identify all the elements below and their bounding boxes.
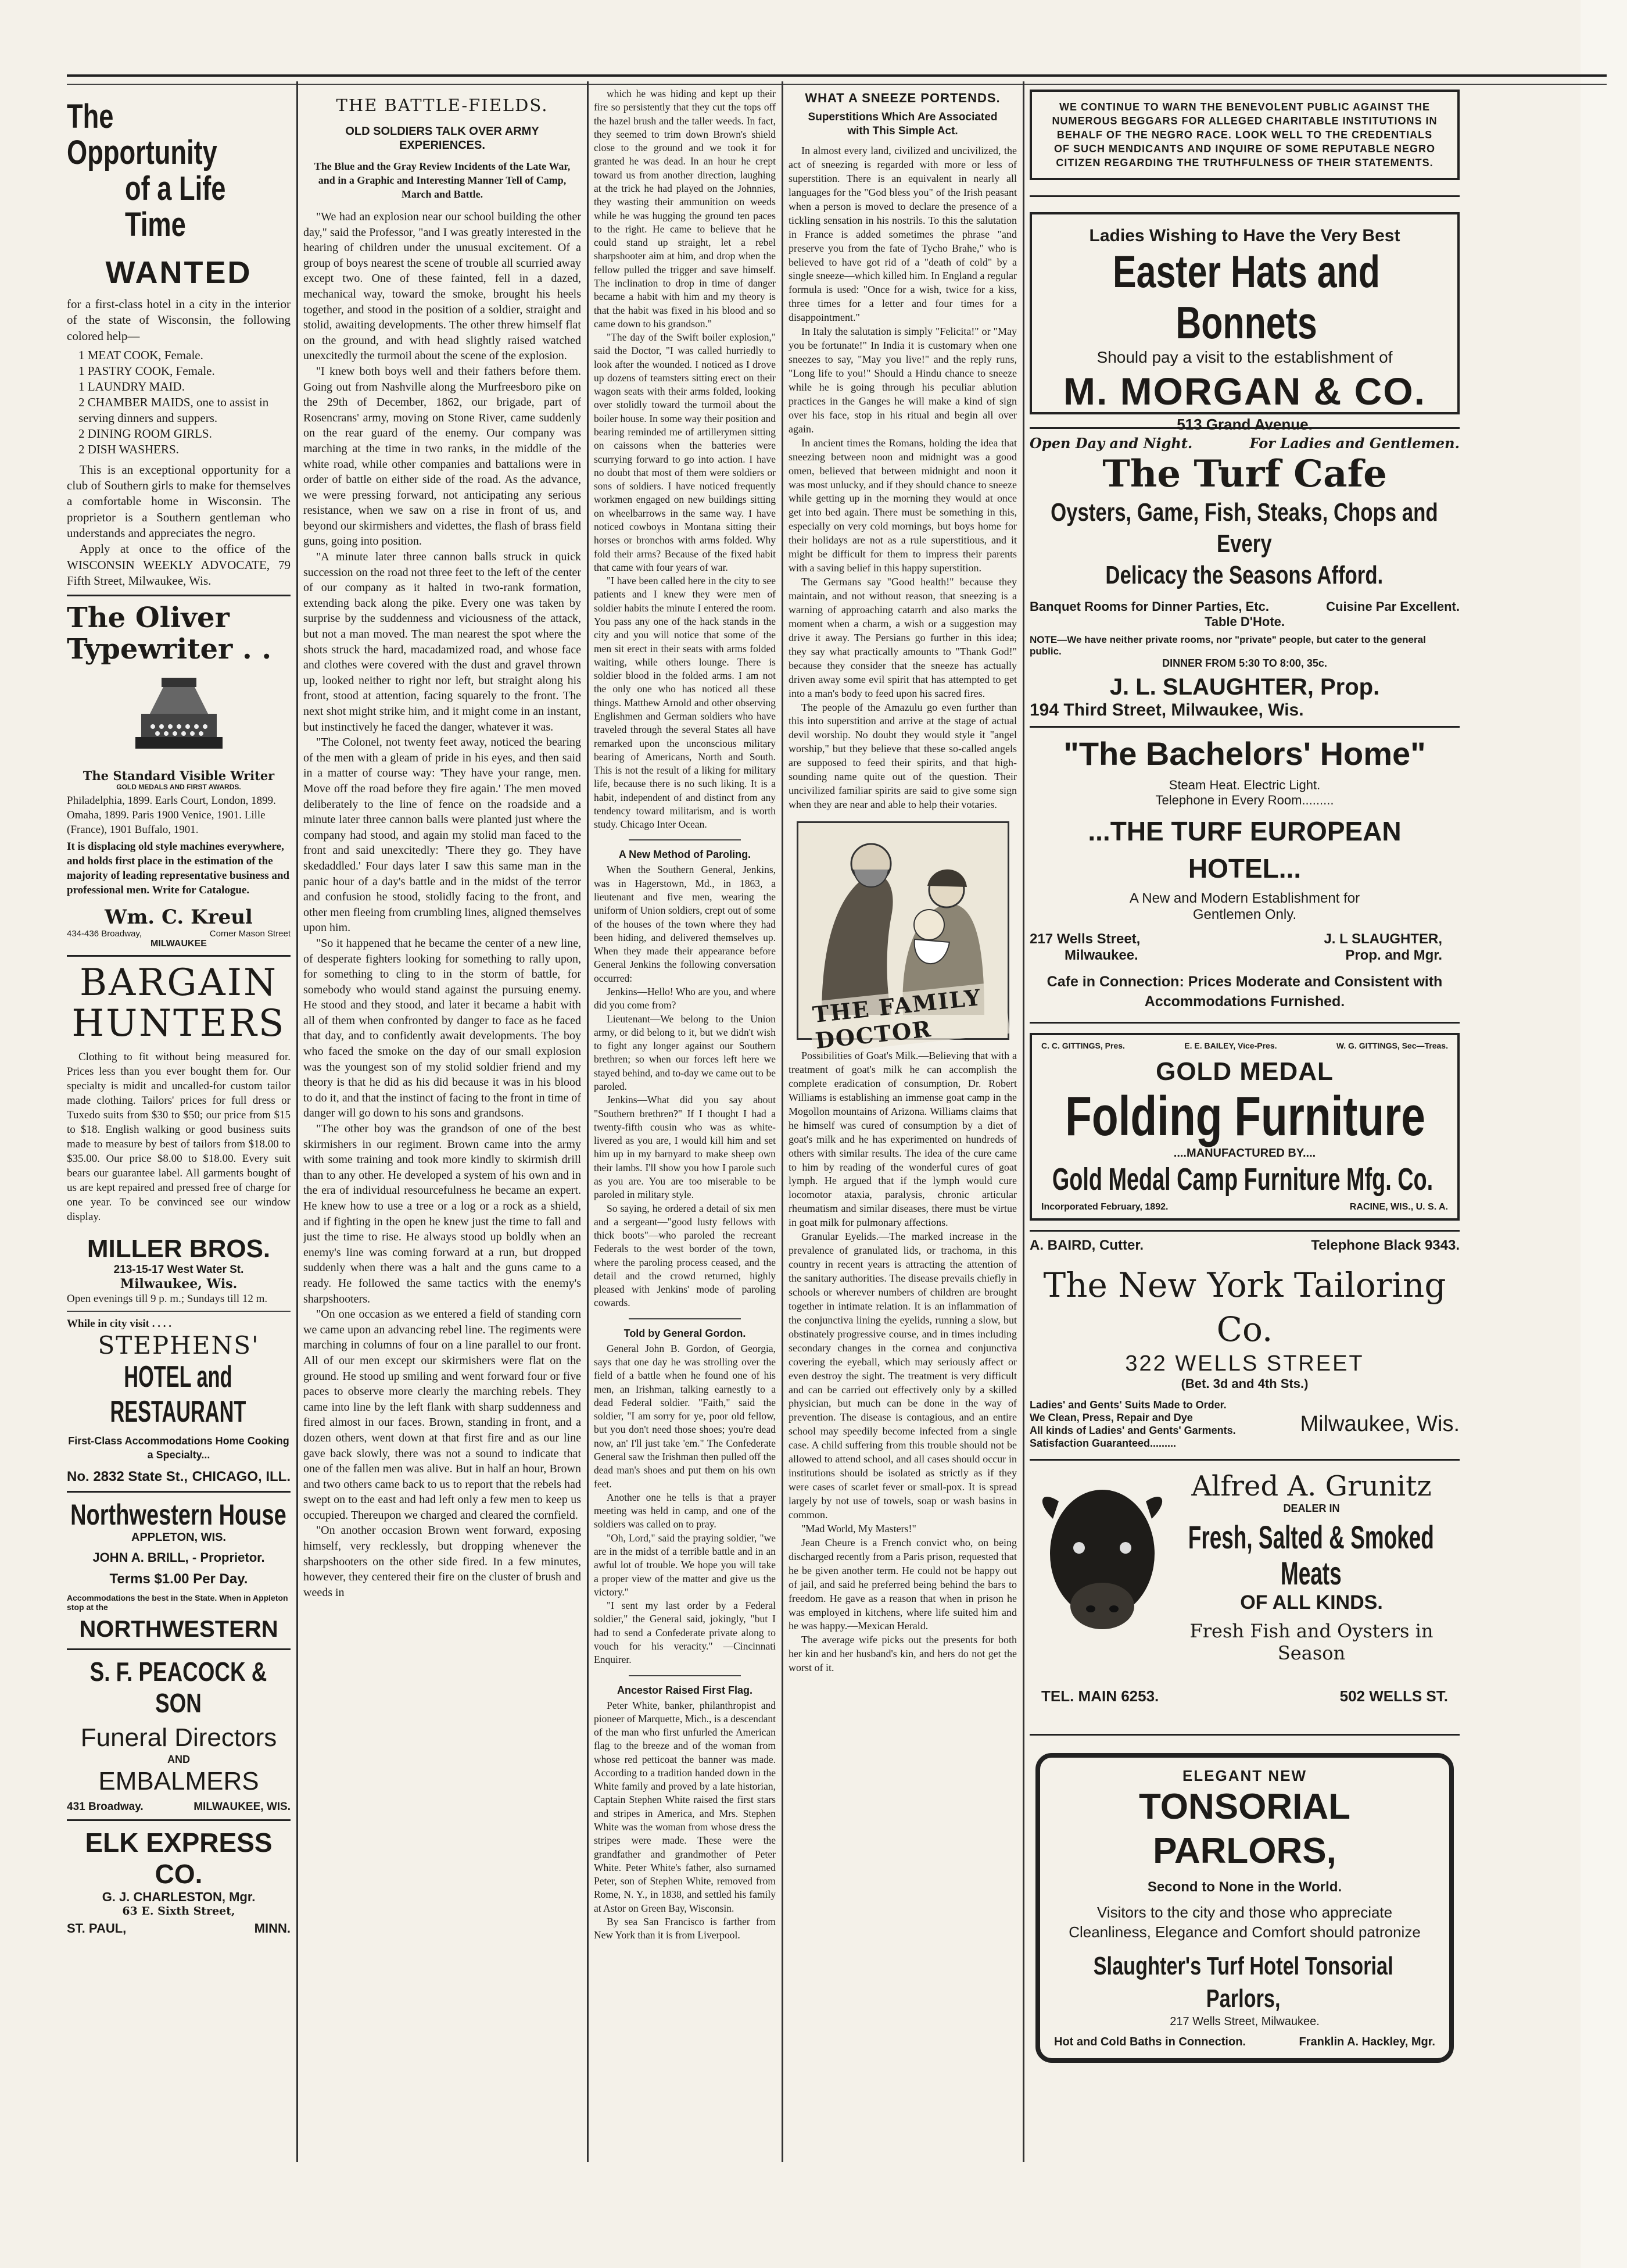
bachelors-proprietor <box>1324 931 1442 964</box>
divider <box>1030 1734 1460 1736</box>
bachelors-sub-2: Gentlemen Only. <box>1192 907 1297 922</box>
tailoring-services-row <box>1030 1398 1460 1450</box>
column-2 <box>303 87 581 2156</box>
kreul-name: Wm. C. Kreul <box>105 906 253 929</box>
parole-article <box>594 863 776 1310</box>
column-1 <box>67 87 291 2156</box>
tailoring-services <box>1030 1398 1236 1450</box>
job-item: 2 DINING ROOM GIRLS. <box>78 426 212 441</box>
article-paragraph: Jean Cheure is a French convict who, on being discharged recently from a Paris prison, requested that he be given another term. He could not be happy out of jail, and said he preferred being behind the bars to freedom. He gave as a reason that when in prison he was employed in kitchens, where life suited him and he was happy.—Mexican Herald. <box>789 1536 1017 1632</box>
tonsorial-name: TONSORIAL PARLORS, <box>1139 1787 1350 1871</box>
elk-city-right: MINN. <box>254 1921 291 1936</box>
article-paragraph: "So it happened that he became the center of a new line, of desperate fighters looking for something to rally upon, for something to cling to in the storm of battle, for somebody who would stand against the pursuing enemy. He stood and they stood, and later it became a habit with all of them when confronted by danger to face as he faced that day, and to confidently await developments. The boy who faced the smoke on the day of our small explosion was the youngest son of my stolid soldier friend and my theory is that he did as his did because it was in his blood to do it, and that the instinct of facing to the front in time of danger will go down to his sons and grandsons. <box>303 936 581 1120</box>
new-york-tailoring-ad <box>1030 1237 1460 1450</box>
oliver-medals: GOLD MEDALS AND FIRST AWARDS. <box>116 783 241 792</box>
elk-name: ELK EXPRESS CO. <box>85 1827 273 1890</box>
grunitz-telephone: TEL. MAIN 6253. <box>1041 1687 1159 1705</box>
gold-medal-company: Gold Medal Camp Furniture Mfg. Co. <box>1052 1162 1434 1197</box>
grunitz-line-3: Fresh Fish and Oysters in Season <box>1189 1620 1434 1664</box>
divider <box>1030 1459 1460 1461</box>
wanted-intro: for a first-class hotel in a city in the interior of the state of Wisconsin, the following colored help— <box>67 297 291 343</box>
tonsorial-baths: Hot and Cold Baths in Connection. <box>1054 2036 1246 2048</box>
gold-medal-president: C. C. GITTINGS, Pres. <box>1041 1041 1125 1050</box>
warning-notice <box>1030 90 1460 180</box>
article-subdeck: The Blue and the Gray Review Incidents of the Late War, and in a Graphic and Interesting Manner Tell of Camp, March and Battle. <box>314 160 571 200</box>
gordon-article <box>594 1342 776 1667</box>
gold-medal-vice: E. E. BAILEY, Vice-Pres. <box>1184 1041 1277 1050</box>
turf-address: 194 Third Street, Milwaukee, Wis. <box>1030 700 1304 720</box>
article-paragraph: "I knew both boys well and their fathers before them. Going out from Nashville along the Murfreesboro pike on the 29th of December, 1862, our brigade, part of Rosencrans' army, moving on Stone River, came suddenly on the rear guard of the enemy. Our company was marching at the time in two ranks, in the middle of the white road, while other companies and battalions were in order of battle on either side of the road. As the advance, we were pressing forward, not anticipating any serious resistance, when we saw on a rise in front of us, and beyond our skirmishers and videttes, the flash of brass field guns, going into position. <box>303 364 581 548</box>
article-paragraph: When the Southern General, Jenkins, was in Hagerstown, Md., in 1863, a lieutenant and five men, wearing the uniform of Union soldiers, crept out of some of the houses of the town where they had been hiding, and delivered themselves up. When they made their appearance before General Jenkins the following conversation occurred: <box>594 864 776 984</box>
article-paragraph: Jenkins—What did you say about "Southern brethren?" If I thought I had a twenty-fifth cousin who was as white-livered as you are, I would kill him and set him up in my barnyard to make sheep own their lambs. I'll show you how I parole such as you are. You are too miserable to be paroled in military style. <box>594 1094 776 1201</box>
turf-table: Table D'Hote. <box>1204 614 1285 629</box>
elk-city-left: ST. PAUL, <box>67 1921 127 1936</box>
bargain-heading-2: HUNTERS <box>71 1002 286 1046</box>
grunitz-line-2: OF ALL KINDS. <box>1240 1591 1383 1614</box>
northwestern-terms: Terms $1.00 Per Day. <box>109 1571 248 1587</box>
northwestern-big: NORTHWESTERN <box>79 1616 278 1643</box>
stephens-lead: While in city visit . . . . <box>67 1318 171 1330</box>
doctor-caption: THE FAMILY DOCTOR <box>808 981 1010 1054</box>
grunitz-line-1: Fresh, Salted & Smoked Meats <box>1188 1519 1434 1591</box>
warning-text: WE CONTINUE TO WARN THE BENEVOLENT PUBLIC AGAINST THE NUMEROUS BEGGARS FOR ALLEGED CHARITABLE INSTITUTIONS IN BEHALF OF THE NEGRO RACE. LOOK WELL TO THE CREDENTIALS OF SUCH MENDICANTS AND INQUIRE OF SOME REPUTABLE NEGRO CITIZEN REGARDING THE TRUTHFULNESS OF THEIR STATEMENTS. <box>1052 101 1438 169</box>
turf-top <box>1030 435 1460 452</box>
bachelors-line-2: Telephone in Every Room......... <box>1155 793 1334 807</box>
kreul-address <box>67 929 291 939</box>
peacock-address <box>67 1801 291 1813</box>
wanted-ad <box>67 99 291 589</box>
divider <box>67 595 291 596</box>
gold-medal-manufactured: ....MANUFACTURED BY.... <box>1173 1147 1316 1160</box>
peacock-street: 431 Broadway. <box>67 1801 144 1813</box>
turf-cafe-ad <box>1030 435 1460 720</box>
article-paragraph: Granular Eyelids.—The marked increase in the prevalence of granulated lids, or trachoma, in this country in recent years is attracting the attention of the sanitary authorities. The disease prevails chiefly in schools or wherever numbers of children are brought together in intimate relation. It is an inflammation of the conjunctiva lining the eyelids, running a slow, but obstinately progressive course, and in times including secondary changes in the cornea and conjunctiva covering the eyeball, which may seriously affect or even destroy the sight. The treatment is very difficult and can be carried out effectively only by a skilled physician, but much can be done in the way of prevention. The disease is contagious, and an entire school may speedily become infected from a single case. A child suffering from this trouble should not be allowed to attend school, and all cases should occur in institutions should be isolated as strictly as if they were cases of scarlet fever or small-pox. It is spread largely by not use of towels, soap or wash basins in common. <box>789 1230 1017 1521</box>
peacock-line-1: Funeral Directors <box>80 1723 277 1752</box>
tonsorial-elegant: ELEGANT NEW <box>1182 1767 1307 1784</box>
elk-city <box>67 1921 291 1936</box>
turf-name: The Turf Cafe <box>1102 452 1387 496</box>
stephens-sub: First-Class Accommodations Home Cooking a Specialty... <box>68 1435 289 1461</box>
oliver-tagline: The Standard Visible Writer <box>83 768 275 784</box>
article-paragraph: The people of the Amazulu go even further than this into superstition and arrive at the stage of actual devil worship. No doubt they would style it "angel worship," but they believe that these so-called angels are supposed to feed their spirits, and that high-sounding name quite out of the question. Their uncivilized familiar spirits are said to give some sign when they are near and able to help their votaries. <box>789 701 1017 811</box>
morgan-line-1: Ladies Wishing to Have the Very Best <box>1089 226 1400 245</box>
stephens-name: STEPHENS' <box>98 1331 260 1360</box>
article-paragraph: By sea San Francisco is farther from New York than it is from Liverpool. <box>594 1916 776 1941</box>
elk-address: 63 E. Sixth Street, <box>122 1905 235 1918</box>
sneeze-article <box>789 144 1017 812</box>
tonsorial-manager: Franklin A. Hackley, Mgr. <box>1299 2036 1435 2048</box>
bachelors-address-row <box>1030 931 1460 964</box>
tailoring-telephone: Telephone Black 9343. <box>1311 1237 1460 1253</box>
article-paragraph: Another one he tells is that a prayer meeting was held in camp, and one of the soldiers was called on to pray. <box>594 1491 776 1530</box>
flag-article <box>594 1699 776 1943</box>
article-paragraph: In Italy the salutation is simply "Felicita!" or "May you be fortunate!" In India it is customary when one sneezes to say, "May you live!" and the reply runs, "Long life to you!" Should a Hindu chance to sneeze while he is going through his peculiar ablution practices in the Ganges he will make a kind of sign over his face, stop in his ritual and begin all over again. <box>789 325 1017 435</box>
bachelors-prop-name: J. L SLAUGHTER, <box>1324 931 1442 947</box>
turf-note: NOTE—We have neither private rooms, nor "private" people, but cater to the general public. <box>1030 634 1426 657</box>
article-paragraph: "The other boy was the grandson of one of the best skirmishers in our regiment. Brown came into the army with some training and took more kindly to skirmish drill than to any other. He developed a system of his own and in the era of individual resourcefulness he became an expert. He knew how to use a tree or a log or a rock as a shield, and if fighting in the open he knew just the time to fall and just the time to rise. He always stood up boldly when an enemy's line was coming forward at a run, but dropped suddenly when there was a halt and the guns came to a ready. He followed the same tactics with the enemy's sharpshooters. <box>303 1122 581 1305</box>
oliver-body: It is displacing old style machines everywhere, and holds first place in the estimation of the majority of leading representative business and professional men. Write for Catalogue. <box>67 840 289 897</box>
turf-dinner: DINNER FROM 5:30 TO 8:00, 35c. <box>1162 657 1327 669</box>
article-paragraph: "A minute later three cannon balls struck in quick succession on the road not three feet to the left of the center of our company as it halted in two-rank formation, extending back along the pike. Every one was taken by surprise by the suddenness and viciousness of the attack, but not a man moved. The man nearest the spot where the shots struck the hard, macadamized road, and whose face and clothes were covered with the dust and gravel thrown up, looked neither to right nor left, but straight along his front, stood at attention, facing squarely to the front. The next shot might strike him, and it might come in an instant, but instinctively he faced the danger, whatever it was. <box>303 550 581 734</box>
bargain-heading-1: BARGAIN <box>79 961 278 1005</box>
turf-audience: For Ladies and Gentlemen. <box>1249 435 1460 452</box>
article-paragraph: General John B. Gordon, of Georgia, says that one day he was strolling over the field of a battle when he found one of his men, an Irishman, talking earnestly to a dead Federal soldier. "Faith," said the soldier, "I am sorry for ye, poor old fellow, but you don't need those shoes; you're dead now, an' I'll just take 'em." The Confederate General saw the Irishman then pulled off the dead man's shoes and put them on his own feet. <box>594 1342 776 1490</box>
column-3 <box>594 87 776 2156</box>
goat-article <box>789 1049 1017 1675</box>
divider <box>1030 726 1460 728</box>
divider <box>1030 195 1460 197</box>
oliver-cities: Philadelphia, 1899. Earls Court, London, 1899. Omaha, 1899. Paris 1900 Venice, 1901. Lille (France), 1901 Buffalo, 1901. <box>67 795 276 836</box>
tonsorial-address: 217 Wells Street, Milwaukee. <box>1170 2015 1320 2028</box>
article-paragraph: "The Colonel, not twenty feet away, noticed the bearing of the men with a gleam of pride in his eyes, and then said in a matter of course way: 'They have your range, men. Move off the road before they fire again.' The men moved deliberately to the line of fence on the roadside and a minute later three cannon balls were planted just where the company had stood, and again my stolid man faced to the front and said unexcitedly: 'There they go. They have skedaddled.' Four days later I saw this same man in the panic hour of a day's battle and in the midst of the terror and confusion he stood, stolidly facing to the front, and other men fleeing from crumbling lines, aligned themselves upon him. <box>303 736 581 935</box>
northwestern-proprietor: JOHN A. BRILL, - Proprietor. <box>92 1550 265 1565</box>
article-title: THE BATTLE-FIELDS. <box>336 95 549 115</box>
sneeze-title: WHAT A SNEEZE PORTENDS. <box>805 91 1001 105</box>
opportunity-headline-1: The Opportunity <box>67 98 217 171</box>
column-divider <box>587 81 589 2162</box>
bachelors-city: Milwaukee. <box>1065 947 1138 963</box>
bachelors-address <box>1030 931 1140 964</box>
top-rule <box>67 74 1607 77</box>
article-body <box>303 209 581 1600</box>
oliver-ad <box>67 602 291 949</box>
tailoring-service-3: All kinds of Ladies' and Gents' Garments. <box>1030 1425 1236 1436</box>
divider <box>67 1311 291 1312</box>
article-paragraph: In almost every land, civilized and uncivilized, the act of sneezing is regarded with more or less of superstition. There is an equivalent in nearly all languages for the "God bless you" of the Irish peasant when a person is moved to declare the presence of a tickling sensation in his nostrils. To this the salutation in France is added sometimes the phrase "and preserve you from the fate of Tycho Brahe," who is believed to have got rid of a "death of cold" by a single sneeze—which killed him. In England a regular formula is used: "Once for a wish, twice for a kiss, three times for a letter and four times for a disappointment." <box>789 145 1017 324</box>
divider <box>67 955 291 957</box>
gold-medal-line-1: GOLD MEDAL <box>1156 1057 1334 1086</box>
tailoring-service-2: We Clean, Press, Repair and Dye <box>1030 1412 1193 1423</box>
article-paragraph: Lieutenant—We belong to the Union army, or did belong to it, but we didn't wish to fight any longer against our Southern brethren; so when our forces left here we stayed behind, and to-day we came out to be paroled. <box>594 1013 776 1092</box>
article-paragraph: "Mad World, My Masters!" <box>801 1522 916 1534</box>
article-paragraph: "We had an explosion near our school building the other day," said the Professor, "and I was greatly interested in the hearing of children under the unusual excitement. Of a group of boys nearest the scene of trouble all scurried away except two. One of these fainted, fell in a dazed, mechanical way, toward the smoke, brought his heels together, and stood in the position of a soldier, straight and stolid, awaiting developments. The other threw himself flat on the ground, and with head slightly raised watched unexcitedly the turmoil about the scene of the explosion. <box>303 210 581 363</box>
stephens-street: No. 2832 State St., <box>67 1469 188 1485</box>
oliver-title: The Oliver <box>67 602 230 635</box>
article-paragraph: "The day of the Swift boiler explosion," said the Doctor, "I was called hurriedly to look after the wounded. I noticed as I drove up dozens of teamsters sitting erect on their wagon seats with their arms folded, looking over stolidly toward the turmoil about the boiler house. In some way their position and bearing reminded me of artillerymen sitting on caissons when the batteries were scurrying forward to go into action. I have no doubt that most of them were soldiers or sons of soldiers. I have noticed frequently workmen engaged on new buildings sitting on wheelbarrows in the same way. I have noticed cowboys in Montana sitting their horses or bronchos with arms folded. Why fold their arms? Because of the fixed habit that came with four years of war. <box>594 331 776 573</box>
family-doctor-illustration <box>797 821 1009 1054</box>
gold-medal-incorporated: Incorporated February, 1892. <box>1041 1202 1169 1212</box>
gold-medal-line-2: Folding Furniture <box>1065 1085 1425 1147</box>
article-paragraph: which he was hiding and kept up their fire so persistently that they cut the tops off the hazel brush and the taller weeds. In fact, they seemed to trim down Brown's shield close to the ground and we took it for granted he was dead. In an hour he crept toward us from another direction, laughing at the trick he had played on the Johnnies, they wasting their ammunition on weeds while he was hugging the ground ten paces to the right. He came to believe that he could stand up straight, let a rebel sharpshooter aim at him, and drop when the fellow pulled the trigger and save himself. The inclination to drop in time of danger became a habit with him and my theory is that the habit was fixed in his blood and so came down to his grandson." <box>594 88 776 330</box>
turf-line-2: Delicacy the Seasons Afford. <box>1105 561 1384 589</box>
tailoring-city: Milwaukee, Wis. <box>1300 1411 1460 1436</box>
bachelors-sub-1: A New and Modern Establishment for <box>1129 890 1360 906</box>
tonsorial-shop: Slaughter's Turf Hotel Tonsorial Parlors, <box>1093 1952 1393 2013</box>
sneeze-deck: Superstitions Which Are Associated with This Simple Act. <box>808 111 998 137</box>
stephens-ad <box>67 1317 291 1485</box>
morgan-ad <box>1030 212 1460 433</box>
gold-medal-officers <box>1041 1041 1448 1050</box>
article-paragraph: "On another occasion Brown went forward, exposing himself, very recklessly, but dropping whenever the sharpshooters on the other side fired. In a few minutes, however, they centered their fire on the cluster of brush and weeds in <box>303 1524 581 1599</box>
grunitz-text <box>1175 1470 1448 1664</box>
parole-heading: A New Method of Paroling. <box>618 849 751 861</box>
divider <box>629 1675 741 1676</box>
stephens-hotel: HOTEL and RESTAURANT <box>110 1360 246 1429</box>
turf-cuisine: Cuisine Par Excellent. <box>1326 599 1460 614</box>
miller-city: Milwaukee, Wis. <box>120 1276 238 1292</box>
divider <box>67 1819 291 1821</box>
article-paragraph: Possibilities of Goat's Milk.—Believing that with a treatment of goat's milk he can accomplish the complete eradication of consumption, Dr. Robert Williams is establishing an immense goat camp in the Mogollon mountains of Arizona. Williams claims that he himself was cured of consumption by a diet of goat's milk and he has experimented on hundreds of others with similar results. The idea of the cure came to him by reading of the wonderful cures of goat lymph. He argued that if the lymph would cure locomotor ataxia, paralysis, chronic articular rheumatism and similar diseases, there must be virtue in goat milk for pulmonary affections. <box>789 1050 1017 1229</box>
gold-medal-secretary: W. G. GITTINGS, Sec—Treas. <box>1336 1041 1448 1050</box>
morgan-name: M. MORGAN & CO. <box>1063 370 1426 413</box>
typewriter-icon <box>130 673 228 760</box>
miller-address: 213-15-17 West Water St. <box>113 1264 244 1276</box>
northwestern-ad <box>67 1498 291 1643</box>
tailoring-name: The New York Tailoring Co. <box>1043 1265 1446 1349</box>
elk-ad <box>67 1827 291 1936</box>
peacock-ad <box>67 1656 291 1813</box>
page-margin <box>1581 0 1627 2268</box>
tonsorial-second: Second to None in the World. <box>1147 1879 1342 1895</box>
wanted-body: This is an exceptional opportunity for a club of Southern girls to make for themselves a comfortable home in Wisconsin. The proprietor is a Southern gentleman who understands and appreciates the negro. <box>67 462 291 541</box>
article-paragraph: Jenkins—Hello! Who are you, and where did you come from? <box>594 986 776 1011</box>
grunitz-name: Alfred A. Grunitz <box>1191 1470 1432 1503</box>
turf-proprietor: J. L. SLAUGHTER, Prop. <box>1109 674 1380 700</box>
tonsorial-ad <box>1035 1753 1454 2063</box>
article-deck: OLD SOLDIERS TALK OVER ARMY EXPERIENCES. <box>345 125 539 152</box>
opportunity-headline-2: of a Life Time <box>125 170 226 244</box>
divider <box>1030 1230 1460 1232</box>
grunitz-address: 502 WELLS ST. <box>1339 1687 1448 1705</box>
column-divider <box>1023 81 1024 2162</box>
stephens-address <box>67 1469 291 1485</box>
job-item: 2 CHAMBER MAIDS, one to assist in serving dinners and suppers. <box>78 395 269 425</box>
kreul-street: 434-436 Broadway, <box>67 929 142 939</box>
article-paragraph: The average wife picks out the presents for both her kin and her husband's kin, and hers do not get the worst of it. <box>789 1634 1017 1674</box>
steer-head-icon <box>1035 1484 1169 1635</box>
oliver-subtitle: Typewriter . . <box>67 633 272 666</box>
column-divider <box>296 81 298 2162</box>
wanted-apply: Apply at once to the office of the WISCONSIN WEEKLY ADVOCATE, 79 Fifth Street, Milwaukee, Wis. <box>67 542 291 588</box>
article-paragraph: "On one occasion as we entered a field of standing corn we came upon an advancing rebel line. The regiments were marching in columns of four on a line parallel to our front. All of our men except our skirmishers were flat on the ground. He stood up smiling and went forward four or five paces to observe more clearly the marching rebels. They came into line by the left flank with sharp suddenness and fired almost in our faces. Brown, standing in front, and a dozen others, went down at that first fire and as our line gave back slowly, there was not a sound to indicate that one of the fallen men was alive. But in half an hour, Brown and two others came back to us to report that the rebels had swept on to the east and had left only a few men to keep us occupied. Thereupon we charged and cleared the cornfield. <box>303 1308 581 1522</box>
turf-banquet-row <box>1030 599 1460 614</box>
elk-manager: G. J. CHARLESTON, Mgr. <box>102 1890 256 1905</box>
column-5 <box>1030 87 1460 2156</box>
tailoring-service-1: Ladies' and Gents' Suits Made to Order. <box>1030 1399 1227 1411</box>
kreul-corner: Corner Mason Street <box>209 929 291 939</box>
article-paragraph: The Germans say "Good health!" because they maintain, and not without reason, that sneezing is a warning of approaching catarrh and also marks the moment when a charm, a wish or a suggestion may drive it away. The Persians go further in this idea; they say what practically amounts to "Thank God!" because they consider that the sneeze has actually driven away some evil spirit that has attempted to get into a man's body to feed upon his sacred fires. <box>789 576 1017 699</box>
divider <box>629 1318 741 1319</box>
article-paragraph: "I sent my last order by a Federal soldier," the General said, jokingly, "but I had to send a Confederate private along to vouch for his veracity." —Cincinnati Enquirer. <box>594 1600 776 1666</box>
gold-medal-city: RACINE, WIS., U. S. A. <box>1349 1202 1448 1212</box>
tonsorial-body: Visitors to the city and those who appreciate Cleanliness, Elegance and Comfort should patronize <box>1069 1904 1421 1941</box>
turf-banquet: Banquet Rooms for Dinner Parties, Etc. <box>1030 599 1269 614</box>
northwestern-name: Northwestern House <box>70 1498 286 1532</box>
gordon-heading: Told by General Gordon. <box>623 1327 746 1339</box>
turf-hours: Open Day and Night. <box>1030 435 1193 452</box>
job-item: 1 MEAT COOK, Female. <box>78 348 203 362</box>
spacer <box>303 201 581 209</box>
article-paragraph: "Oh, Lord," said the praying soldier, "we are in the midst of a terrible battle and in an awful lot of trouble. We hope you will take a proper view of the matter and give us the victory." <box>594 1532 776 1598</box>
article-paragraph: In ancient times the Romans, holding the idea that sneezing between noon and midnight was a good omen, believed that between midnight and noon it was most unlucky, and if they should chance to sneeze while getting up in the morning they would at once get into bed again. There must be something in this, especially on very cold mornings, but boys home for their holidays are not as a rule superstitious, and it might be difficult for them to impress their parents with a saving belief in this happy superstition. <box>789 437 1017 574</box>
column-4 <box>789 87 1017 2156</box>
miller-name: MILLER BROS. <box>87 1235 271 1264</box>
column-divider <box>782 81 783 2162</box>
gold-medal-ad <box>1030 1033 1460 1221</box>
tailoring-between: (Bet. 3d and 4th Sts.) <box>1181 1376 1309 1391</box>
morgan-address: 513 Grand Avenue. <box>1177 416 1313 433</box>
grunitz-dealer: DEALER IN <box>1283 1503 1340 1514</box>
morgan-line-3: Should pay a visit to the establishment of <box>1096 348 1393 366</box>
northwestern-city: APPLETON, WIS. <box>131 1531 226 1544</box>
tailoring-service-4: Satisfaction Guaranteed......... <box>1030 1437 1177 1449</box>
bargain-ad <box>67 963 291 1306</box>
bargain-body: Clothing to fit without being measured for. Prices less than you ever bought them for. Our specialty is midit and uncalled-for custom tailor made clothing. Tailors' prices for full dress or Tuxedo suits from $30 to $50; our price from $15 to $18. English walking or good business suits made to measure by best of tailors from $18.00 to $35.00. Our price $8.00 to $18.00. Every suit bears our guarantee label. All garments bought of us are kept repaired and pressed free of charge for one year. To be convinced see our window display. <box>67 1051 291 1224</box>
northwestern-note: Accommodations the best in the State. When in Appleton stop at the <box>67 1593 288 1612</box>
miller-hours: Open evenings till 9 p. m.; Sundays till 12 m. <box>67 1293 268 1305</box>
bachelors-prop-title: Prop. and Mgr. <box>1345 947 1442 963</box>
turf-european-hotel: ...THE TURF EUROPEAN HOTEL... <box>1088 816 1402 883</box>
bachelors-title: "The Bachelors' Home" <box>1063 735 1426 772</box>
bachelors-home-ad <box>1030 734 1460 1011</box>
divider <box>67 1648 291 1650</box>
grunitz-ad <box>1030 1466 1460 1728</box>
tailoring-cutter: A. BAIRD, Cutter. <box>1030 1237 1144 1253</box>
stephens-city: CHICAGO, ILL. <box>192 1469 291 1485</box>
article-paragraph: "I have been called here in the city to see patients and I knew they were men of soldier habits the minute I entered the room. You pass any one of the hack stands in the city and you will notice that some of the men sit erect in their seats with arms folded waiting, while others lounge. There is soldier blood in the folded arms. I am not the only one who has noticed all these things. Matthew Arnold and other observing Englishmen and German soldiers who have traveled through the several States all have remarked upon the unconscious military bearing of Americans, North and South. This is not the result of a liking for military life, because there is no such liking. It is a habit, independent of and distinct from any tendency toward militarism, and is worth study. Chicago Inter Ocean. <box>594 575 776 831</box>
bachelors-cafe: Cafe in Connection: Prices Moderate and Consistent with Accommodations Furnished. <box>1047 974 1443 1010</box>
article-continuation <box>594 87 776 831</box>
kreul-city: MILWAUKEE <box>150 939 207 949</box>
peacock-city: MILWAUKEE, WIS. <box>193 1801 291 1813</box>
article-paragraph: So saying, he ordered a detail of six men and a sergeant—"good lusty fellows with thick boots"—who paroled the recreant Federals to the west border of the town, where the paroling process ceased, and the detail and the crowd returned, highly pleased with Jenkins' mode of paroling cowards. <box>594 1202 776 1309</box>
turf-line-1: Oysters, Game, Fish, Steaks, Chops and Every <box>1051 498 1438 558</box>
peacock-and: AND <box>167 1754 190 1766</box>
flag-heading: Ancestor Raised First Flag. <box>617 1684 753 1696</box>
job-item: 2 DISH WASHERS. <box>78 442 179 456</box>
job-list <box>67 348 291 457</box>
wanted-heading: WANTED <box>105 255 252 290</box>
bachelors-line-1: Steam Heat. Electric Light. <box>1169 778 1321 792</box>
peacock-name: S. F. PEACOCK & SON <box>89 1657 267 1719</box>
peacock-line-2: EMBALMERS <box>98 1767 259 1796</box>
divider <box>67 1491 291 1493</box>
job-item: 1 PASTRY COOK, Female. <box>78 363 215 378</box>
tailoring-address: 322 WELLS STREET <box>1125 1351 1364 1376</box>
divider <box>629 839 741 840</box>
tailoring-top <box>1030 1237 1460 1254</box>
job-item: 1 LAUNDRY MAID. <box>78 379 185 393</box>
tonsorial-footer <box>1054 2036 1435 2049</box>
grunitz-footer <box>1041 1687 1448 1705</box>
bachelors-street: 217 Wells Street, <box>1030 931 1141 947</box>
divider <box>1030 1022 1460 1024</box>
morgan-line-2: Easter Hats and Bonnets <box>1113 246 1380 348</box>
article-paragraph: Peter White, banker, philanthropist and pioneer of Marquette, Mich., is a descendant of the man who first unfurled the American flag to the breeze and of the woman from whose red petticoat the banner was made. According to a tradition handed down in the White family and proved by a late historian, Captain Stephen White raised the first stars and stripes in America, and Mrs. Stephen White was the woman from whose dress the stripes were made. These were the grandfather and grandmother of Peter White. Peter White's father, also surnamed Peter, son of Stephen White, removed from Rome, N. Y., in 1838, and settled his family at Astor on Green Bay, Wisconsin. <box>594 1699 776 1914</box>
gold-medal-footer <box>1041 1202 1448 1212</box>
